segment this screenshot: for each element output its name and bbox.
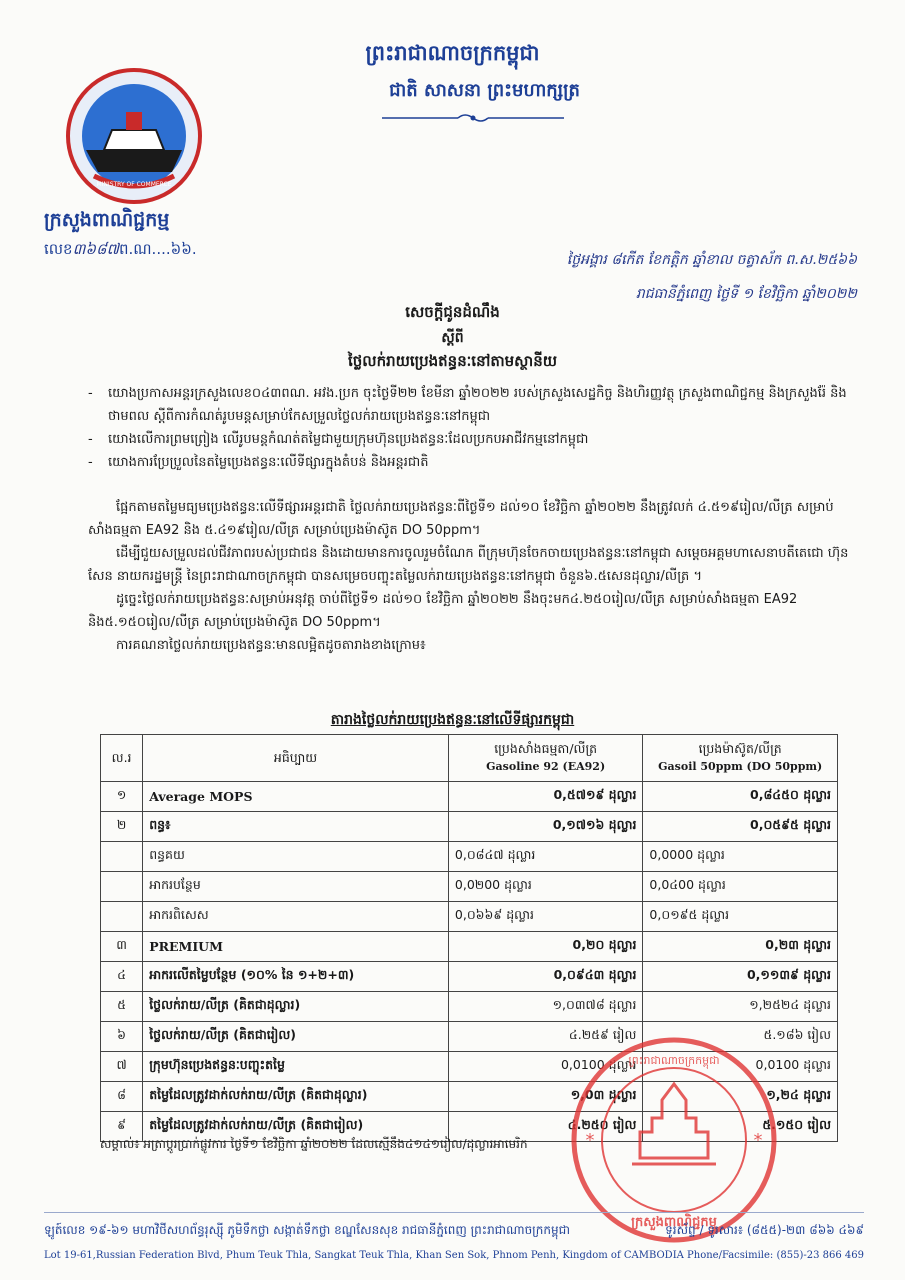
gasoline-value: 0,២០ ដុល្លារ bbox=[448, 932, 643, 962]
table-row bbox=[101, 842, 838, 872]
gasoline-value: 0,០៦៦៩ ដុល្លារ bbox=[448, 902, 643, 932]
phone-kh: ទូរស័ព្ទ / ទូរសារ៖ (៨៥៥)-២៣ ៨៦៦ ៤៦៩ bbox=[665, 1223, 864, 1237]
table-row bbox=[101, 962, 838, 992]
official-seal bbox=[568, 1034, 780, 1246]
col-header-diesel bbox=[643, 735, 838, 782]
row-description: Average MOPS bbox=[143, 782, 449, 812]
row-description: ថ្លៃលក់រាយ/លីត្រ (គិតជាដុល្លារ) bbox=[143, 992, 449, 1022]
footer-khmer bbox=[44, 1222, 864, 1240]
gasoline-value: 0,៥៧១៩ ដុល្លារ bbox=[448, 782, 643, 812]
date-solar: រាជធានីភ្នំពេញ ថ្ងៃទី ១ ខែវិច្ឆិកា ឆ្នាំ២០២២ bbox=[635, 286, 857, 302]
row-number bbox=[101, 902, 143, 932]
table-row bbox=[101, 902, 838, 932]
table-row bbox=[101, 992, 838, 1022]
list-item: - យោងប្រកាសអន្តរក្រសួងលេខ០៤៣ពណ. អវង.ប្រក ចុះថ្ងៃទី២២ ខែមីនា ឆ្នាំ២០២២ របស់ក្រសួងសេដ្ឋកិច្ច និងហិរញ្ញវត្ថុ ក្រសួងពាណិជ្ជកម្ម និងក្រសួងរ៉ែ និងថាមពល ស្ដីពីការកំណត់រូបមន្តសម្រាប់កែសម្រួលថ្លៃលក់រាយប្រេងឥន្ធនៈនៅកម្ពុជា bbox=[88, 382, 858, 428]
row-description: អាករលើតម្លៃបន្ថែម (១០% នៃ ១+២+៣) bbox=[143, 962, 449, 992]
gasoline-value: 0,0100 ដុល្លារ bbox=[448, 1052, 643, 1082]
list-item: - យោងការប្រែប្រួលនៃតម្លៃប្រេងឥន្ធនៈលើទីផ្សារក្នុងតំបន់ និងអន្តរជាតិ bbox=[88, 451, 858, 474]
gasoline-header-en: Gasoline 92 (EA92) bbox=[486, 760, 606, 773]
diesel-value: 0,0៤00 ដុល្លារ bbox=[643, 872, 838, 902]
footer-divider bbox=[44, 1212, 864, 1213]
row-description: អាករបន្ថែម bbox=[143, 872, 449, 902]
ornament-divider bbox=[378, 112, 568, 124]
row-description: ក្រុមហ៊ុនប្រេងឥន្ធនៈបញ្ចុះតម្លៃ bbox=[143, 1052, 449, 1082]
gasoline-header-kh: ប្រេងសាំងធម្មតា/លីត្រ bbox=[494, 741, 598, 756]
paragraph: ផ្អែកតាមតម្លៃមធ្យមប្រេងឥន្ធនៈលើទីផ្សារអន្តរជាតិ ថ្លៃលក់រាយប្រេងឥន្ធនៈពីថ្ងៃទី១ ដល់១០ ខែវិច្ឆិកា ឆ្នាំ២០២២ នឹងត្រូវលក់ ៤.៥១៩រៀល/លីត្រ សម្រាប់សាំងធម្មតា EA92 និង ៥.៤១៩រៀល/លីត្រ សម្រាប់ប្រេងម៉ាស៊ូត DO 50ppm។ bbox=[88, 500, 834, 538]
table-title: តារាងថ្លៃលក់រាយប្រេងឥន្ធនៈនៅលើទីផ្សារកម្ពុជា bbox=[330, 712, 575, 728]
diesel-value: ១,២៥២៤ ដុល្លារ bbox=[643, 992, 838, 1022]
reference-text: យោងប្រកាសអន្តរក្រសួងលេខ០៤៣ពណ. អវង.ប្រក ចុះថ្ងៃទី២២ ខែមីនា ឆ្នាំ២០២២ របស់ក្រសួងសេដ្ឋកិច្ច និងហិរញ្ញវត្ថុ ក្រសួងពាណិជ្ជកម្ម និងក្រសួងរ៉ែ និងថាមពល ស្ដីពីការកំណត់រូបមន្តសម្រាប់កែសម្រួលថ្លៃលក់រាយប្រេងឥន្ធនៈនៅកម្ពុជា bbox=[108, 386, 847, 424]
body-paragraphs bbox=[88, 496, 858, 657]
diesel-value: ១,២៤ ដុល្លារ bbox=[643, 1082, 838, 1112]
kingdom-title: ព្រះរាជាណាចក្រកម្ពុជា bbox=[365, 41, 540, 65]
col-header-no: ល.រ bbox=[101, 735, 143, 782]
gasoline-value: ៤.២៥០ រៀល bbox=[448, 1112, 643, 1142]
paragraph: ការគណនាថ្លៃលក់រាយប្រេងឥន្ធនៈមានលម្អិតដូចតារាងខាងក្រោម៖ bbox=[116, 638, 426, 653]
date-lunar: ថ្ងៃអង្គារ ៨កើត ខែកត្ដិក ឆ្នាំខាល ចត្វាស័ក ព.ស.២៥៦៦ bbox=[566, 252, 857, 268]
exchange-rate-note: សម្គាល់៖ អត្រាប្ដូរប្រាក់ផ្លូវការ ថ្ងៃទី១ ខែវិច្ឆិកា ឆ្នាំ២០២២ ដែលស្មើនឹង៤១៤១រៀល/ដុល្លារអាមេរិក bbox=[100, 1137, 528, 1151]
diesel-value: ៥.១៥០ រៀល bbox=[643, 1112, 838, 1142]
svg-text:ព្រះរាជាណាចក្រកម្ពុជា: ព្រះរាជាណាចក្រកម្ពុជា bbox=[628, 1054, 720, 1067]
table-row bbox=[101, 782, 838, 812]
diesel-value: 0,0000 ដុល្លារ bbox=[643, 842, 838, 872]
diesel-value: ៥.១៨៦ រៀល bbox=[643, 1022, 838, 1052]
svg-text:*: * bbox=[753, 1130, 763, 1151]
row-description: តម្លៃដែលត្រូវដាក់លក់រាយ/លីត្រ (គិតជារៀល) bbox=[143, 1112, 449, 1142]
table-row bbox=[101, 872, 838, 902]
diesel-value: 0,១១៣៩ ដុល្លារ bbox=[643, 962, 838, 992]
row-number: ៦ bbox=[101, 1022, 143, 1052]
gasoline-value: 0,០៨៤៧ ដុល្លារ bbox=[448, 842, 643, 872]
gasoline-value: 0,១៧១៦ ដុល្លារ bbox=[448, 812, 643, 842]
ref-number: ៣៦៨៧ bbox=[72, 240, 119, 258]
diesel-header-kh: ប្រេងម៉ាស៊ូត/លីត្រ bbox=[698, 741, 782, 756]
svg-text:*: * bbox=[585, 1130, 595, 1151]
row-number: ១ bbox=[101, 782, 143, 812]
diesel-value: 0,៨៤៥០ ដុល្លារ bbox=[643, 782, 838, 812]
row-description: PREMIUM bbox=[143, 932, 449, 962]
ref-suffix: ព.ណ....៦៦. bbox=[118, 240, 197, 258]
row-description: ពន្ធ៖ bbox=[143, 812, 449, 842]
row-number: ៤ bbox=[101, 962, 143, 992]
diesel-header-en: Gasoil 50ppm (DO 50ppm) bbox=[658, 760, 823, 773]
diesel-value: 0,០១៩៥ ដុល្លារ bbox=[643, 902, 838, 932]
row-number: ៣ bbox=[101, 932, 143, 962]
row-description: តម្លៃដែលត្រូវដាក់លក់រាយ/លីត្រ (គិតជាដុល្លារ) bbox=[143, 1082, 449, 1112]
notice-subject-label: ស្ដីពី bbox=[441, 330, 464, 346]
paragraph: ដើម្បីជួយសម្រួលដល់ជីវភាពរបស់ប្រជាជន និងដោយមានការចូលរួមចំណែក ពីក្រុមហ៊ុនចែកចាយប្រេងឥន្ធនៈនៅកម្ពុជា សម្ដេចអគ្គមហាសេនាបតីតេជោ ហ៊ុន សែន នាយករដ្ឋមន្ត្រី នៃព្រះរាជាណាចក្រកម្ពុជា បានសម្រេចបញ្ចុះតម្លៃលក់រាយប្រេងឥន្ធនៈនៅកម្ពុជា ចំនួន៦.៥សេនដុល្លារ/លីត្រ ។ bbox=[88, 546, 849, 584]
address-kh: ឡូត៍លេខ ១៩-៦១ មហាវិថីសហព័ន្ធរុស្ស៊ី ភូមិទឹកថ្លា សង្កាត់ទឹកថ្លា ខណ្ឌសែនសុខ រាជធានីភ្នំពេញ ព្រះរាជាណាចក្រកម្ពុជា bbox=[44, 1223, 571, 1237]
gasoline-value: ៤.២៥៩ រៀល bbox=[448, 1022, 643, 1052]
col-header-desc: អធិប្បាយ bbox=[143, 735, 449, 782]
diesel-value: 0,២៣ ដុល្លារ bbox=[643, 932, 838, 962]
reference-number bbox=[44, 240, 197, 262]
table-row bbox=[101, 812, 838, 842]
row-number bbox=[101, 872, 143, 902]
diesel-value: 0,0100 ដុល្លារ bbox=[643, 1052, 838, 1082]
phone-en: Phone/Facsimile: (855)-23 866 469 bbox=[687, 1250, 864, 1261]
row-number: ៧ bbox=[101, 1052, 143, 1082]
ministry-name: ក្រសួងពាណិជ្ជកម្ម bbox=[44, 209, 170, 231]
footer-english bbox=[44, 1250, 864, 1261]
row-description: ថ្លៃលក់រាយ/លីត្រ (គិតជារៀល) bbox=[143, 1022, 449, 1052]
gasoline-value: 0,0២00 ដុល្លារ bbox=[448, 872, 643, 902]
table-row bbox=[101, 932, 838, 962]
row-description: អាករពិសេស bbox=[143, 902, 449, 932]
address-en: Lot 19-61,Russian Federation Blvd, Phum Teuk Thla, Sangkat Teuk Thla, Khan Sen Sok, Phnom Penh, Kingdom of CAMBODIA bbox=[44, 1250, 684, 1261]
row-number: ៥ bbox=[101, 992, 143, 1022]
row-number: ៨ bbox=[101, 1082, 143, 1112]
diesel-value: 0,០៥៩៥ ដុល្លារ bbox=[643, 812, 838, 842]
paragraph: ដូច្នេះថ្លៃលក់រាយប្រេងឥន្ធនៈសម្រាប់អនុវត្ត ចាប់ពីថ្ងៃទី១ ដល់១០ ខែវិច្ឆិកា ឆ្នាំ២០២២ នឹងចុះមក៤.២៥០រៀល/លីត្រ សម្រាប់សាំងធម្មតា EA92 និង៥.១៥០រៀល/លីត្រ សម្រាប់ប្រេងម៉ាស៊ូត DO 50ppm។ bbox=[88, 592, 798, 630]
svg-text:MINISTRY OF COMMERCE: MINISTRY OF COMMERCE bbox=[96, 181, 172, 188]
ref-prefix: លេខ bbox=[44, 240, 73, 258]
row-number bbox=[101, 842, 143, 872]
row-description: ពន្ធគយ bbox=[143, 842, 449, 872]
notice-subject: ថ្លៃលក់រាយប្រេងឥន្ធនៈនៅតាមស្ថានីយ bbox=[348, 352, 557, 370]
list-item: - យោងលើការព្រមព្រៀង លើរូបមន្តកំណត់តម្លៃជាមួយក្រុមហ៊ុនប្រេងឥន្ធនៈដែលប្រកបអាជីវកម្មនៅកម្ពុជា bbox=[88, 428, 858, 451]
row-number: ២ bbox=[101, 812, 143, 842]
table-header-row bbox=[101, 735, 838, 782]
gasoline-value: ១,០៣៧៨ ដុល្លារ bbox=[448, 992, 643, 1022]
svg-text:ក្រសួងពាណិជ្ជកម្ម: ក្រសួងពាណិជ្ជកម្ម bbox=[631, 1215, 717, 1230]
gasoline-value: ១,0៣ ដុល្លារ bbox=[448, 1082, 643, 1112]
reference-text: យោងការប្រែប្រួលនៃតម្លៃប្រេងឥន្ធនៈលើទីផ្សារក្នុងតំបន់ និងអន្តរជាតិ bbox=[108, 455, 429, 470]
gasoline-value: 0,០៩៤៣ ដុល្លារ bbox=[448, 962, 643, 992]
row-number: ៩ bbox=[101, 1112, 143, 1142]
reference-text: យោងលើការព្រមព្រៀង លើរូបមន្តកំណត់តម្លៃជាមួយក្រុមហ៊ុនប្រេងឥន្ធនៈដែលប្រកបអាជីវកម្មនៅកម្ពុជា bbox=[108, 432, 589, 447]
references-list bbox=[88, 382, 858, 474]
notice-title: សេចក្ដីជូនដំណឹង bbox=[405, 303, 500, 321]
col-header-gasoline bbox=[448, 735, 643, 782]
national-motto: ជាតិ សាសនា ព្រះមហាក្សត្រ bbox=[389, 80, 580, 101]
